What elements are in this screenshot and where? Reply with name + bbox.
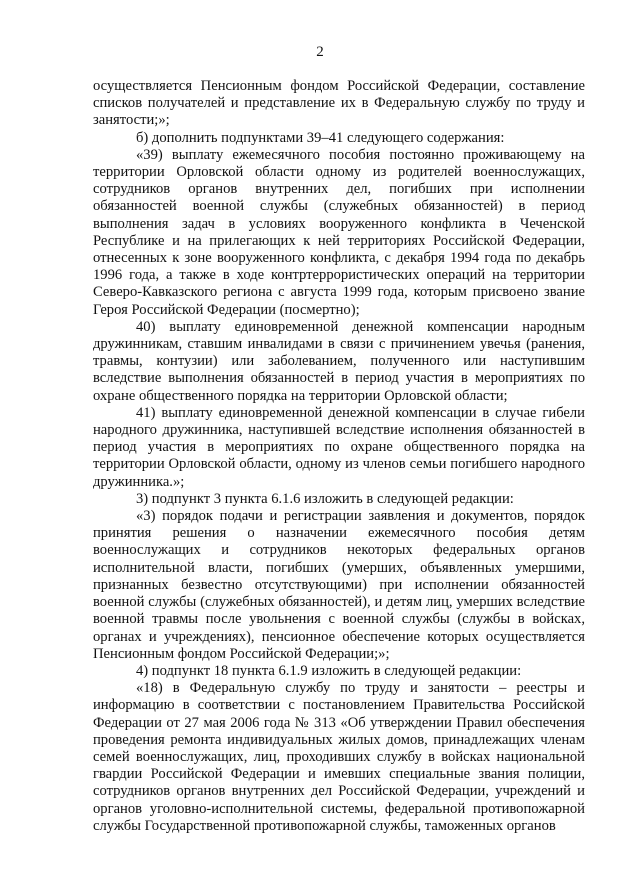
paragraph-item-3: 3) подпункт 3 пункта 6.1.6 изложить в следующей редакции: [136, 490, 514, 507]
document-body [93, 78, 585, 835]
paragraph-continuation: осуществляется Пенсионным фондом Российской Федерации, составление списков получателей и представление их в Федеральную службу по труду и занятости;»; [93, 78, 585, 129]
paragraph-item-3-text: «3) порядок подачи и регистрации заявления и документов, порядок принятия решения о назначении ежемесячного пособия детям военнослужащих и сотрудников некоторых федеральных органов исполнительной власти, погибших (умерших, объявленных умершими, признанных безвестно отсутствующими) при исполнении обязанностей военной службы (служебных обязанностей), и детям лиц, умерших вследствие военной травмы после увольнения с военной службы (службы в войсках, органах и учреждениях), пенсионное обеспечение которых осуществляется Пенсионным фондом Российской Федерации;»; [93, 508, 585, 662]
paragraph-item-41: 41) выплату единовременной денежной компенсации в случае гибели народного дружинника, наступившей вследствие исполнения обязанностей в период участия в мероприятиях по охране общественного порядка на территории Орловской области, одному из членов семьи погибшего народного дружинника.»; [93, 404, 585, 490]
paragraph-item-4: 4) подпункт 18 пункта 6.1.9 изложить в следующей редакции: [136, 662, 522, 679]
paragraph-item-39: «39) выплату ежемесячного пособия постоянно проживающему на территории Орловской области одному из родителей военнослужащих, сотрудников органов внутренних дел, погибших при исполнении обязанностей военной службы (служебных обязанностей) в период выполнения задач в условиях вооруженного конфликта в Чеченской Республике и на прилегающих к ней территориях Российской Федерации, отнесенных к зоне вооруженного конфликта, с декабря 1994 года по декабрь 1996 года, а также в ходе контртеррористических операций на территории Северо-Кавказского региона с августа 1999 года, которым присвоено звание Героя Российской Федерации (посмертно); [93, 146, 585, 318]
paragraph-item-40: 40) выплату единовременной денежной компенсации народным дружинникам, ставшим инвалидами в связи с причинением увечья (ранения, травмы, контузии) или заболеванием, полученного или наступившим вследствие выполнения обязанностей в период участия в мероприятиях по охране общественного порядка на территории Орловской области; [93, 318, 585, 404]
paragraph-item-b: б) дополнить подпунктами 39–41 следующего содержания: [136, 129, 505, 146]
page-number: 2 [316, 44, 324, 60]
paragraph-item-18-text: «18) в Федеральную службу по труду и занятости – реестры и информацию в соответствии с постановлением Правительства Российской Федерации от 27 мая 2006 года № 313 «Об утверждении Правил обеспечения проведения ремонта индивидуальных жилых домов, принадлежащих членам семей военнослужащих, лиц, проходивших службу в войсках национальной гвардии Российской Федерации и имевших специальные звания полиции, сотрудников органов внутренних дел Российской Федерации, учреждений и органов уголовно-исполнительной системы, федеральной противопожарной службы Государственной противопожарной службы, таможенных органов [93, 680, 585, 834]
